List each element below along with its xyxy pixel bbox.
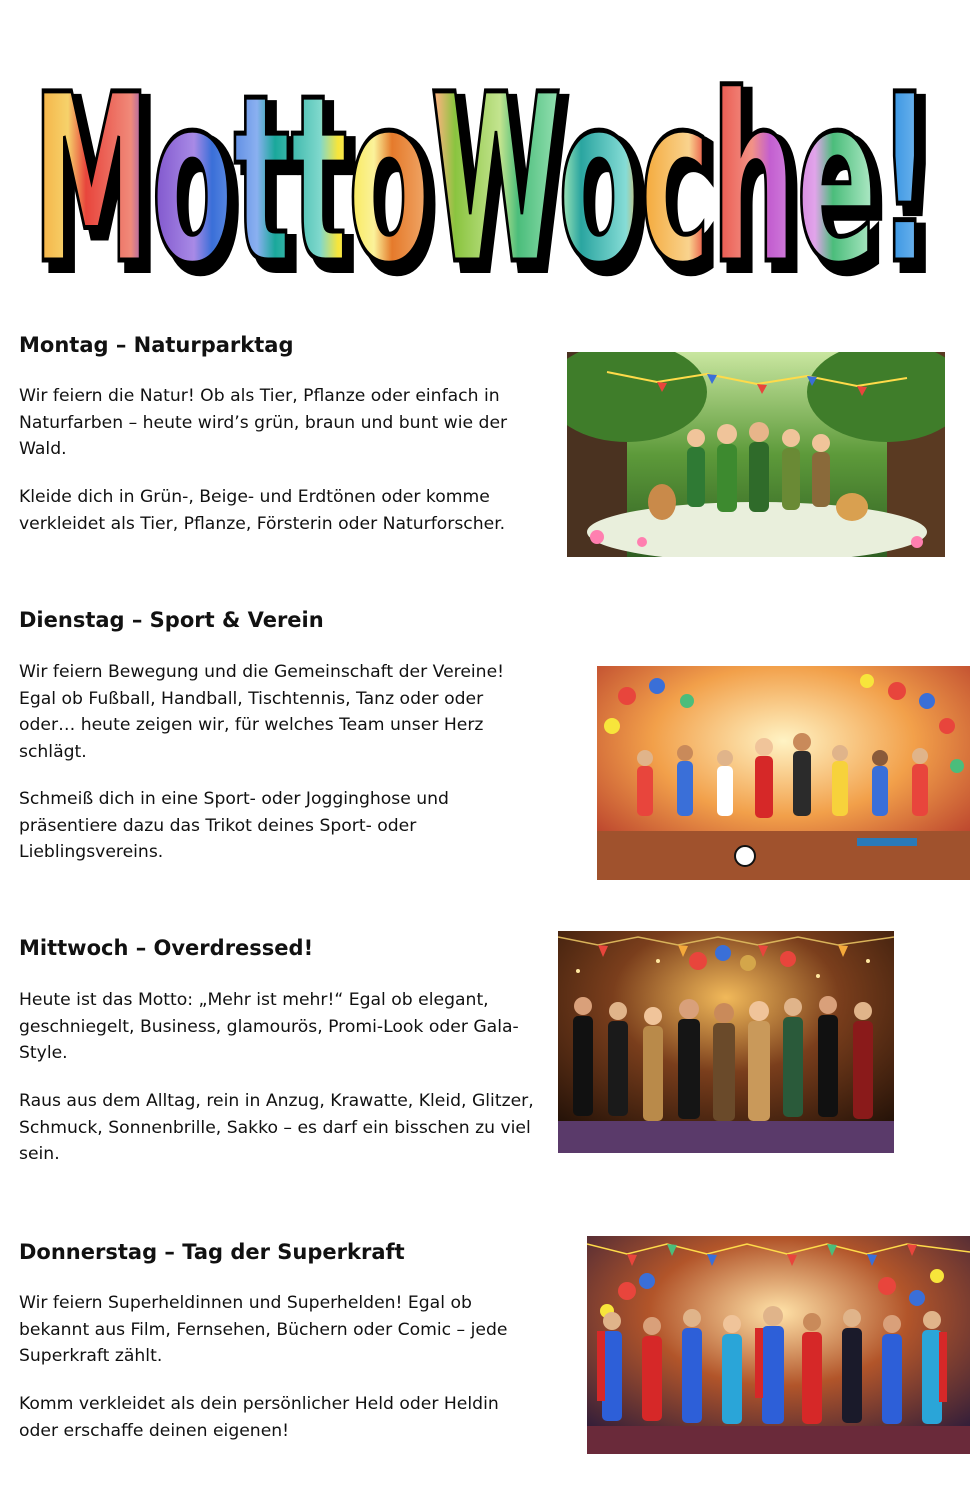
day-paragraph: Wir feiern die Natur! Ob als Tier, Pflanze oder einfach in Naturfarben – heute wird’s grün, braun und bunt wie der Wald. [19,386,508,459]
title-wordart [10,30,960,320]
day-paragraph: Schmeiß dich in eine Sport- oder Jogginghose und präsentiere dazu das Trikot deines Sport- oder Lieblingsvereins. [19,789,449,862]
day-heading: Dienstag – Sport & Verein [19,608,324,632]
day-paragraph: Wir feiern Superheldinnen und Superhelden! Egal ob bekannt aus Film, Fernsehen, Büchern oder Comic – jede Superkraft zählt. [19,1293,508,1366]
day-heading: Donnerstag – Tag der Superkraft [19,1240,405,1264]
svg-text:MottoWoche!: MottoWoche! [40,53,940,320]
day-paragraph: Heute ist das Motto: „Mehr ist mehr!“ Egal ob elegant, geschniegelt, Business, glamourös, Promi-Look oder Gala-Style. [19,990,519,1063]
sports-party-image [597,666,970,880]
day-paragraph: Komm verkleidet als dein persönlicher Held oder Heldin oder erschaffe deinen eigenen! [19,1394,499,1441]
page-title [10,30,960,320]
superhero-party-image [587,1236,970,1454]
title-text: MottoWoche! [32,45,932,315]
day-heading: Montag – Naturparktag [19,333,294,357]
overdressed-party-image [558,931,894,1153]
day-heading: Mittwoch – Overdressed! [19,936,314,960]
nature-party-image [567,352,945,557]
day-paragraph: Kleide dich in Grün-, Beige- und Erdtönen oder komme verkleidet als Tier, Pflanze, Försterin oder Naturforscher. [19,487,506,534]
day-paragraph: Raus aus dem Alltag, rein in Anzug, Krawatte, Kleid, Glitzer, Schmuck, Sonnenbrille, Sakko – es darf ein bisschen zu viel sein. [19,1091,534,1164]
day-paragraph: Wir feiern Bewegung und die Gemeinschaft der Vereine! Egal ob Fußball, Handball, Tischtennis, Tanz oder oder oder… heute zeigen wir, für welches Team unser Herz schlägt. [19,662,505,762]
